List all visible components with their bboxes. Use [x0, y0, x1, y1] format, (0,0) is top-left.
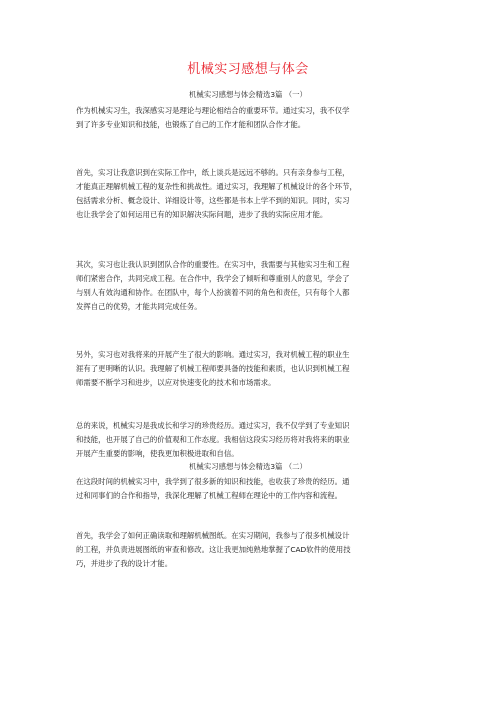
paragraph-line: 首先，实习让我意识到在实际工作中，纸上谈兵是远远不够的。只有亲身参与工程， [76, 168, 350, 177]
paragraph [76, 419, 428, 461]
paragraph-line: 的工程，并负责进展图纸的审查和修改。这让我更加纯熟地掌握了CAD软件的使用技 [76, 545, 351, 554]
paragraph-line: 包括需求分析、概念设计、详细设计等，这些都是书本上学不到的知识。同时，实习 [76, 196, 350, 205]
paragraph-line: 其次，实习也让我认识到团队合作的重要性。在实习中，我需要与其他实习生和工程 [76, 260, 350, 269]
paragraph [76, 258, 428, 314]
document-title: 机械实习感想与体会 [187, 62, 309, 77]
paragraph-line: 师需要不断学习和进步，以应对快速变化的技术和市场需求。 [76, 378, 276, 387]
paragraph [76, 166, 428, 222]
paragraph-line: 才能真正理解机械工程的复杂性和挑战性。通过实习，我理解了机械设计的各个环节， [76, 182, 357, 191]
paragraph-line: 涯有了更明晰的认识。我理解了机械工程师要具备的技能和素质，也认识到机械工程 [76, 364, 350, 373]
paragraph [76, 529, 428, 571]
paragraph [76, 475, 428, 503]
paragraph-line: 和技能，也开展了自己的价值观和工作态度。我相信这段实习经历将对我将来的职业 [76, 435, 350, 444]
section-heading-2: 机械实习感想与体会精选3篇 （二） [189, 462, 307, 471]
paragraph-line: 也让我学会了如何运用已有的知识解决实际问题，进步了我的实际应用才能。 [76, 210, 328, 219]
paragraph-line: 另外，实习也对我将来的开展产生了很大的影响。通过实习，我对机械工程的职业生 [76, 350, 350, 359]
section-heading-1: 机械实习感想与体会精选3篇 （一） [189, 90, 307, 99]
paragraph-line: 到了许多专业知识和技能，也锻炼了自己的工作才能和团队合作才能。 [76, 120, 306, 129]
paragraph-line: 发挥自己的优势，才能共同完成任务。 [76, 302, 202, 311]
paragraph-line: 过和同事们的合作和指导，我深化理解了机械工程师在理论中的工作内容和流程。 [76, 491, 343, 500]
paragraph-line: 作为机械实习生，我深感实习是理论与理论相结合的重要环节。通过实习，我不仅学 [76, 106, 350, 115]
paragraph-line: 巧，并进步了我的设计才能。 [76, 559, 173, 568]
paragraph [76, 348, 428, 390]
paragraph-line: 开展产生重要的影响，使我更加积极进取和自信。 [76, 449, 239, 458]
paragraph-line: 与别人有效沟通和协作。在团队中，每个人扮演着不同的角色和责任，只有每个人都 [76, 288, 350, 297]
paragraph-line: 总的来说，机械实习是我成长和学习的珍贵经历。通过实习，我不仅学到了专业知识 [76, 421, 350, 430]
paragraph-line: 师们紧密合作，共同完成工程。在合作中，我学会了倾听和尊重别人的意见，学会了 [76, 274, 350, 283]
paragraph [76, 104, 428, 132]
paragraph-line: 在这段时间的机械实习中，我学到了很多新的知识和技能，也收获了珍贵的经历。通 [76, 477, 350, 486]
paragraph-line: 首先，我学会了如何正确读取和理解机械图纸。在实习期间，我参与了很多机械设计 [76, 531, 350, 540]
